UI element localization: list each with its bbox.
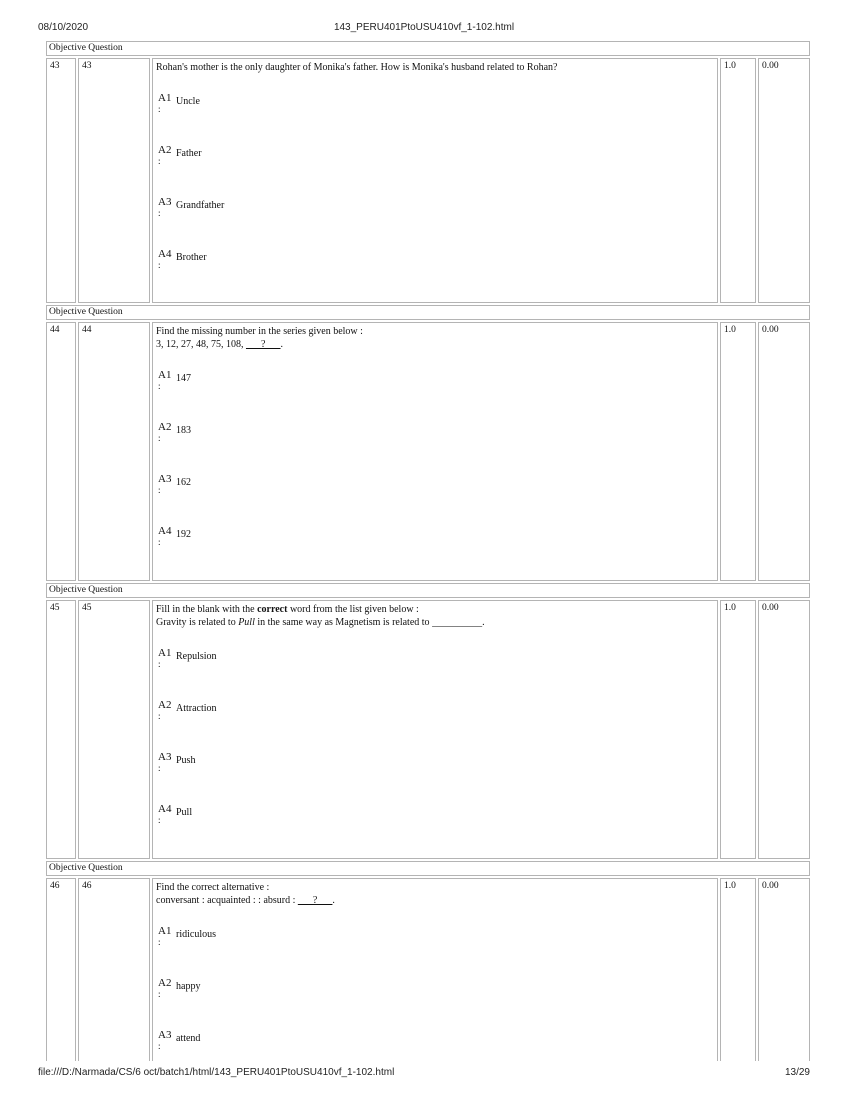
option-colon: : <box>158 763 161 773</box>
option-label: A2 <box>158 421 172 433</box>
option-colon: : <box>158 537 161 547</box>
option-colon: : <box>158 485 161 495</box>
option-label: A2 <box>158 977 172 989</box>
option-text: 162 <box>176 477 191 488</box>
option-label: A4 <box>158 803 172 815</box>
question-body <box>152 58 718 303</box>
option-label: A3 <box>158 1029 172 1041</box>
option-colon: : <box>158 381 161 391</box>
section-label: Objective Question <box>46 861 810 876</box>
option-label: A1 <box>158 925 172 937</box>
option-a3 <box>156 1029 714 1061</box>
series-end: . <box>280 339 283 350</box>
answer-blank: ___?___ <box>246 339 281 350</box>
option-a4 <box>156 525 714 577</box>
option-text: Push <box>176 755 196 766</box>
option-text: 183 <box>176 425 191 436</box>
question-marks: 1.0 <box>720 322 756 581</box>
question-row-46 <box>46 878 810 1061</box>
series-values: 3, 12, 27, 48, 75, 108, <box>156 339 246 350</box>
option-colon: : <box>158 208 161 218</box>
option-a2 <box>156 144 714 196</box>
question-series <box>156 339 714 351</box>
question-text <box>156 604 714 616</box>
question-serial: 44 <box>46 322 76 581</box>
print-header <box>38 22 810 36</box>
print-title: 143_PERU401PtoUSU410vf_1-102.html <box>333 22 515 33</box>
answer-blank: ___?___ <box>297 895 333 906</box>
option-label: A1 <box>158 92 172 104</box>
section-label: Objective Question <box>46 583 810 598</box>
option-label: A4 <box>158 248 172 260</box>
negative-marks: 0.00 <box>758 878 810 1061</box>
option-text: Uncle <box>176 96 200 107</box>
statement-start: Gravity is related to <box>156 617 239 628</box>
question-row-45 <box>46 600 810 859</box>
option-a1 <box>156 647 714 699</box>
option-text: Repulsion <box>176 651 217 662</box>
option-colon: : <box>158 156 161 166</box>
question-intro-end: word from the list given below : <box>287 604 419 615</box>
option-text: ridiculous <box>176 929 216 940</box>
option-a4 <box>156 803 714 855</box>
option-a1 <box>156 925 714 977</box>
question-serial: 43 <box>46 58 76 303</box>
option-a4 <box>156 248 714 300</box>
question-body <box>152 322 718 581</box>
option-a3 <box>156 196 714 248</box>
option-text: Father <box>176 148 202 159</box>
question-text: Rohan's mother is the only daughter of Monika's father. How is Monika's husband related to Rohan? <box>156 62 558 73</box>
question-serial: 45 <box>46 600 76 859</box>
question-text: Find the missing number in the series given below : <box>156 326 363 337</box>
question-body <box>152 878 718 1061</box>
question-sheet <box>46 41 810 1061</box>
question-statement <box>156 617 714 629</box>
option-label: A3 <box>158 473 172 485</box>
option-a3 <box>156 751 714 803</box>
statement-italic: Pull <box>238 617 255 628</box>
question-row-44 <box>46 322 810 581</box>
section-label: Objective Question <box>46 305 810 320</box>
option-label: A2 <box>158 699 172 711</box>
option-a3 <box>156 473 714 525</box>
option-a1 <box>156 369 714 421</box>
question-analogy <box>156 895 714 907</box>
option-label: A1 <box>158 369 172 381</box>
question-intro: Fill in the blank with the <box>156 604 258 615</box>
negative-marks: 0.00 <box>758 600 810 859</box>
question-marks: 1.0 <box>720 600 756 859</box>
option-list <box>156 369 714 577</box>
option-a2 <box>156 699 714 751</box>
negative-marks: 0.00 <box>758 322 810 581</box>
question-row-43 <box>46 58 810 303</box>
option-text: Pull <box>176 807 193 818</box>
option-colon: : <box>158 937 161 947</box>
statement-middle: in the same way as Magnetism is related to <box>254 617 433 628</box>
option-colon: : <box>158 433 161 443</box>
option-label: A3 <box>158 196 172 208</box>
option-label: A4 <box>158 525 172 537</box>
option-colon: : <box>158 260 161 270</box>
question-serial: 46 <box>46 878 76 1061</box>
print-footer <box>38 1067 810 1081</box>
option-text: Attraction <box>176 703 217 714</box>
option-a1 <box>156 92 714 144</box>
analogy-end: . <box>332 895 335 906</box>
question-id: 44 <box>78 322 150 581</box>
question-emphasis: correct <box>257 604 288 615</box>
question-id: 46 <box>78 878 150 1061</box>
option-colon: : <box>158 815 161 825</box>
print-date: 08/10/2020 <box>38 22 89 33</box>
option-list <box>156 925 714 1061</box>
option-text: happy <box>176 981 201 992</box>
page-number: 13/29 <box>784 1067 810 1078</box>
question-marks: 1.0 <box>720 878 756 1061</box>
statement-end: . <box>482 617 485 628</box>
question-text: Find the correct alternative : <box>156 882 270 893</box>
section-label: Objective Question <box>46 41 810 56</box>
option-colon: : <box>158 659 161 669</box>
option-label: A1 <box>158 647 172 659</box>
option-a2 <box>156 421 714 473</box>
option-list <box>156 647 714 855</box>
negative-marks: 0.00 <box>758 58 810 303</box>
answer-blank: __________ <box>432 617 483 628</box>
question-body <box>152 600 718 859</box>
file-path: file:///D:/Narmada/CS/6 oct/batch1/html/143_PERU401PtoUSU410vf_1-102.html <box>38 1067 395 1078</box>
analogy-text: conversant : acquainted : : absurd : <box>156 895 298 906</box>
option-text: 192 <box>176 529 191 540</box>
question-id: 43 <box>78 58 150 303</box>
option-text: Grandfather <box>176 200 225 211</box>
option-colon: : <box>158 1041 161 1051</box>
option-colon: : <box>158 989 161 999</box>
question-id: 45 <box>78 600 150 859</box>
option-colon: : <box>158 104 161 114</box>
option-label: A3 <box>158 751 172 763</box>
option-a2 <box>156 977 714 1029</box>
option-colon: : <box>158 711 161 721</box>
option-text: Brother <box>176 252 207 263</box>
option-list <box>156 92 714 300</box>
option-text: attend <box>176 1033 201 1044</box>
option-text: 147 <box>176 373 191 384</box>
question-marks: 1.0 <box>720 58 756 303</box>
option-label: A2 <box>158 144 172 156</box>
